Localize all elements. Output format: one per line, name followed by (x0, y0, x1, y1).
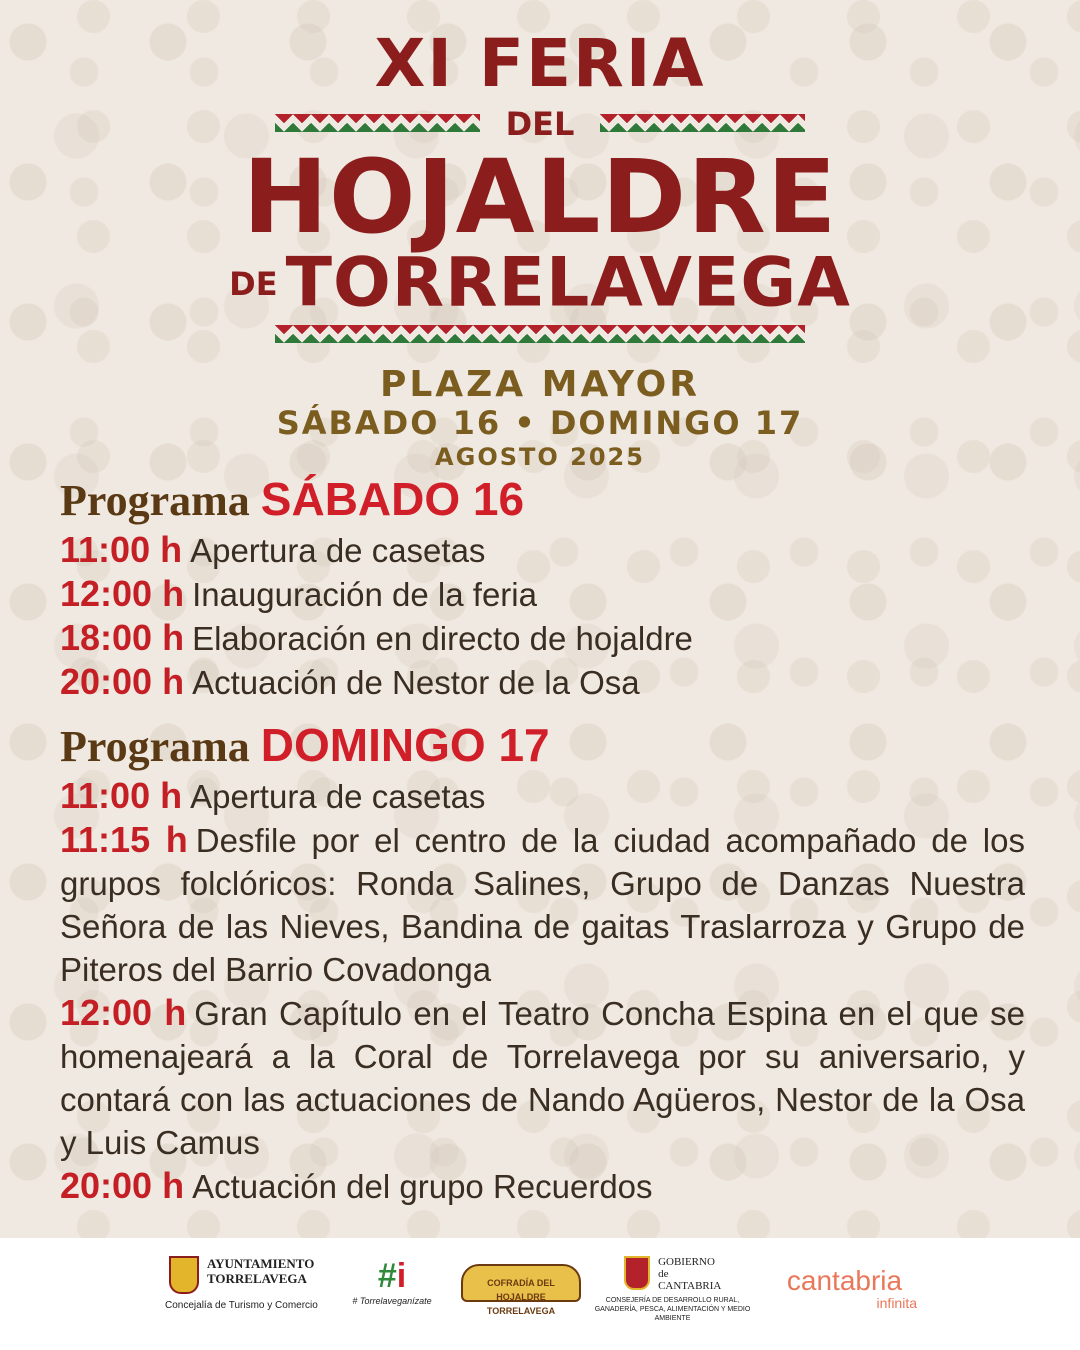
logo-gobierno-cantabria (585, 1256, 760, 1323)
logo-cantabria-word: cantabria (786, 1265, 903, 1296)
venue-dates: SÁBADO 16 • DOMINGO 17 (276, 403, 804, 442)
program-item (60, 660, 1025, 704)
program-item-text: Inauguración de la feria (192, 576, 537, 613)
program-item-time: 12:00 h (60, 992, 187, 1033)
zigzag-ornament-left (275, 114, 480, 132)
title-del-row (275, 104, 805, 144)
title-torrelavega: TORRELAVEGA (285, 243, 851, 323)
program-item-time: 11:00 h (60, 775, 183, 816)
program-item (60, 774, 1025, 818)
program-label: Programa (60, 476, 250, 525)
logo-ayuntamiento (165, 1256, 318, 1311)
program-item (60, 991, 1025, 1164)
program-item-time: 18:00 h (60, 617, 185, 658)
logo-gobierno-line2: de (658, 1268, 669, 1280)
program-item-time: 20:00 h (60, 661, 185, 702)
venue-month: AGOSTO 2025 (435, 442, 645, 471)
logo-cofradia-badge: COFRADÍA DEL HOJALDRE TORRELAVEGA (461, 1264, 581, 1302)
title-block (0, 25, 1080, 473)
zigzag-ornament-bottom (275, 325, 805, 343)
program-sunday (60, 720, 1025, 1208)
hashtag-icon: #i (377, 1257, 407, 1295)
logo-cofradia (456, 1256, 586, 1316)
program-heading-sunday (60, 720, 1025, 772)
zigzag-ornament-bottom-strip (275, 325, 805, 343)
program-heading-saturday (60, 474, 1025, 526)
program-item-time: 20:00 h (60, 1165, 185, 1206)
crest-icon (624, 1256, 650, 1290)
logo-ayuntamiento-text (207, 1256, 314, 1286)
logo-cantabria-infinita (772, 1256, 917, 1310)
program-item-text: Actuación de Nestor de la Osa (192, 664, 640, 701)
program-item-time: 12:00 h (60, 573, 185, 614)
logo-gobierno-sub: CONSEJERÍA DE DESARROLLO RURAL, GANADERÍA, PESCA, ALIMENTACIÓN Y MEDIO AMBIENTE (594, 1297, 751, 1322)
logo-gobierno-line3: CANTABRIA (658, 1280, 722, 1292)
logo-cantabria-sub: infinita (876, 1295, 917, 1311)
program-saturday (60, 474, 1025, 704)
venue-place: PLAZA MAYOR (379, 363, 701, 405)
logo-ayuntamiento-line2: TORRELAVEGA (206, 1271, 307, 1286)
zigzag-ornament-right (600, 114, 805, 132)
logo-ayuntamiento-line1: AYUNTAMIENTO (206, 1256, 315, 1271)
program-item (60, 616, 1025, 660)
program-label: Programa (60, 722, 250, 771)
title-hojaldre: HOJALDRE (242, 138, 838, 257)
program-item-text: Elaboración en directo de hojaldre (192, 620, 693, 657)
title-xi-feria: XI FERIA (374, 25, 706, 102)
program-item (60, 528, 1025, 572)
program-item (60, 818, 1025, 991)
shield-icon (169, 1256, 199, 1294)
program-day: SÁBADO 16 (260, 473, 525, 525)
program-item-text: Apertura de casetas (190, 532, 486, 569)
logo-hashtag (352, 1256, 432, 1306)
program-item (60, 1164, 1025, 1208)
program-item-time: 11:15 h (60, 819, 188, 860)
title-torrelavega-row (0, 243, 1080, 323)
logo-ayuntamiento-sub: Concejalía de Turismo y Comercio (165, 1300, 318, 1311)
sponsor-footer (0, 1238, 1080, 1350)
title-del: DEL (505, 105, 575, 143)
program-item-text: Desfile por el centro de la ciudad acompañado de los grupos folclóricos: Ronda Salines, Grupo de Danzas Nuestra Señora de las Nieves, Bandina de gaitas Traslarroza y Grupo de Piteros del Barrio Covadonga (60, 822, 1025, 988)
program-item-time: 11:00 h (60, 529, 183, 570)
logo-hashtag-sub: # Torrelaveganízate (352, 1296, 432, 1306)
logo-gobierno-text (658, 1256, 721, 1292)
title-de: DE (229, 264, 278, 303)
program-item-text: Actuación del grupo Recuerdos (192, 1168, 653, 1205)
logo-gobierno-line1: GOBIERNO (658, 1256, 715, 1268)
program-item-text: Apertura de casetas (190, 778, 486, 815)
program-item (60, 572, 1025, 616)
program-day: DOMINGO 17 (260, 719, 550, 771)
program-item-text: Gran Capítulo en el Teatro Concha Espina en el que se homenajeará a la Coral de Torrelavega por su aniversario, y contará con las actuaciones de Nando Agüeros, Nestor de la Osa y Luis Camus (60, 995, 1025, 1161)
